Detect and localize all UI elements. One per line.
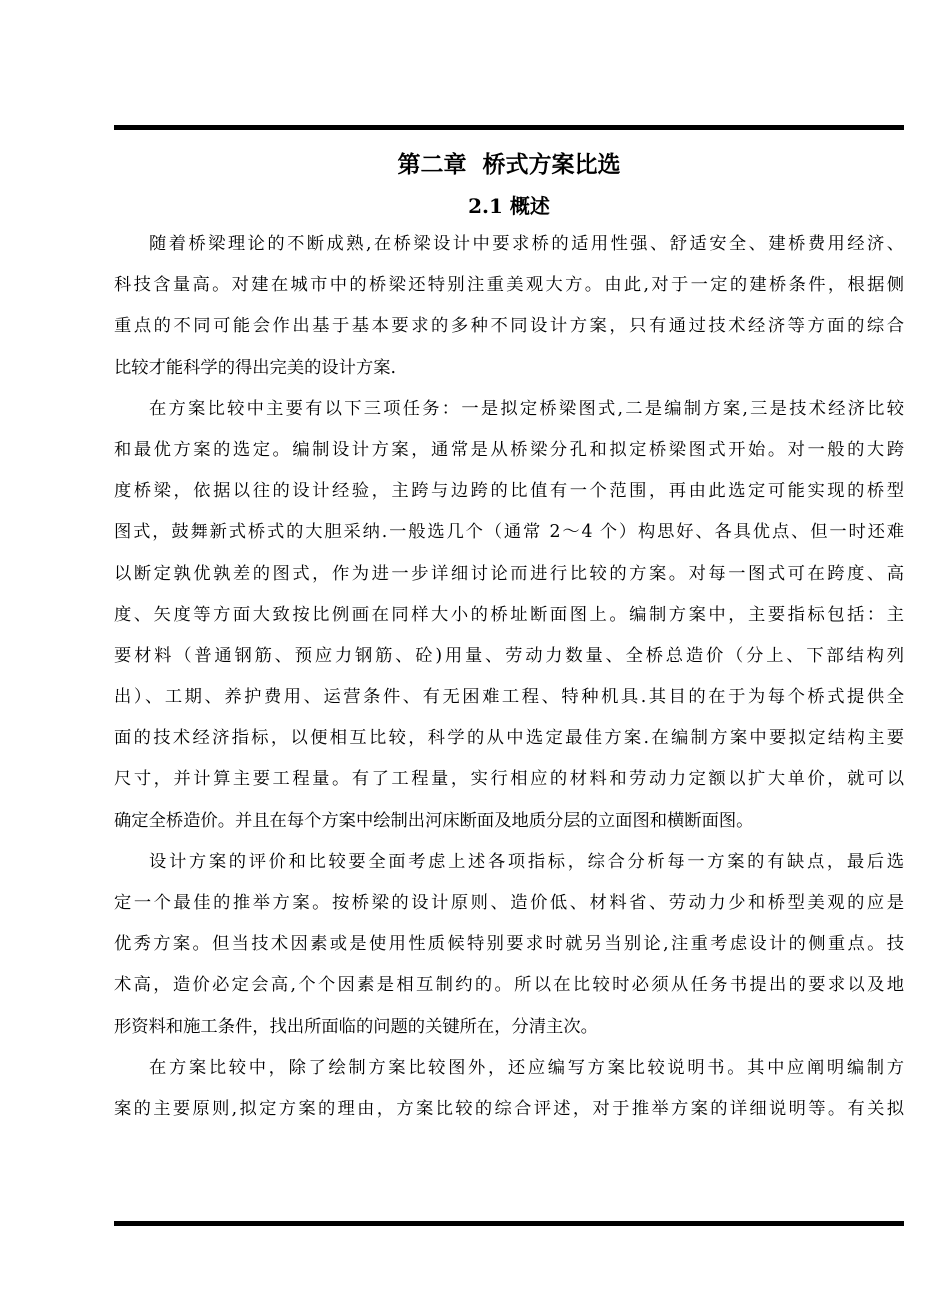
paragraph-3 — [114, 842, 904, 1048]
paragraph-line: 度、矢度等方面大致按比例画在同样大小的桥址断面图上。编制方案中，主要指标包括：主 — [114, 604, 904, 625]
paragraph-line: 和最优方案的选定。编制设计方案，通常是从桥梁分孔和拟定桥梁图式开始。对一般的大跨 — [114, 439, 904, 460]
paragraph-line: 在方案比较中主要有以下三项任务：一是拟定桥梁图式,二是编制方案,三是技术经济比较 — [149, 398, 904, 419]
paragraph-1 — [114, 224, 904, 389]
paragraph-line: 尺寸，并计算主要工程量。有了工程量，实行相应的材料和劳动力定额以扩大单价，就可以 — [114, 769, 904, 790]
paragraph-line: 定一个最佳的推举方案。按桥梁的设计原则、造价低、材料省、劳动力少和桥型美观的应是 — [114, 893, 904, 913]
paragraph-line: 比较才能科学的得出完美的设计方案. — [114, 357, 396, 378]
paragraph-line: 以断定孰优孰差的图式，作为进一步详细讨论而进行比较的方案。对每一图式可在跨度、高 — [114, 563, 904, 584]
paragraph-line: 要材料（普通钢筋、预应力钢筋、砼)用量、劳动力数量、全桥总造价（分上、下部结构列 — [114, 645, 904, 666]
paragraph-line: 重点的不同可能会作出基于基本要求的多种不同设计方案，只有通过技术经济等方面的综合 — [114, 316, 904, 337]
paragraph-line: 案的主要原则,拟定方案的理由，方案比较的综合评述，对于推举方案的详细说明等。有关拟 — [114, 1098, 904, 1119]
paragraph-4 — [114, 1048, 904, 1130]
paragraph-line: 确定全桥造价。并且在每个方案中绘制出河床断面及地质分层的立面图和横断面图。 — [114, 810, 754, 831]
paragraph-line: 随着桥梁理论的不断成熟,在桥梁设计中要求桥的适用性强、舒适安全、建桥费用经济、 — [149, 234, 904, 254]
paragraph-line: 图式，鼓舞新式桥式的大胆采纳.一般选几个（通常 2～4 个）构思好、各具优点、但一时还难 — [114, 522, 904, 543]
paragraph-line: 科技含量高。对建在城市中的桥梁还特别注重美观大方。由此,对于一定的建桥条件，根据侧 — [114, 275, 904, 296]
page-content — [114, 148, 904, 1130]
paragraph-line: 度桥梁，依据以往的设计经验，主跨与边跨的比值有一个范围，再由此选定可能实现的桥型 — [114, 481, 904, 502]
paragraph-2 — [114, 389, 904, 842]
paragraph-line: 在方案比较中，除了绘制方案比较图外，还应编写方案比较说明书。其中应阐明编制方 — [149, 1057, 904, 1078]
paragraph-line: 形资料和施工条件，找出所面临的问题的关键所在，分清主次。 — [114, 1016, 598, 1037]
paragraph-line: 面的技术经济指标，以便相互比较，科学的从中选定最佳方案.在编制方案中要拟定结构主要 — [114, 728, 904, 749]
paragraph-line: 术高，造价必定会高,个个因素是相互制约的。所以在比较时必须从任务书提出的要求以及地 — [114, 975, 904, 996]
paragraph-line: 优秀方案。但当技术因素或是使用性质候特别要求时就另当别论,注重考虑设计的侧重点。技 — [114, 934, 904, 955]
paragraph-line: 出）、工期、养护费用、运营条件、有无困难工程、特种机具.其目的在于为每个桥式提供全 — [114, 687, 904, 708]
section-title: 2.1 概述 — [468, 194, 550, 218]
paragraph-line: 设计方案的评价和比较要全面考虑上述各项指标，综合分析每一方案的有缺点，最后选 — [149, 851, 904, 872]
footer-rule — [114, 1221, 904, 1226]
chapter-title: 第二章 桥式方案比选 — [397, 151, 621, 178]
header-rule — [114, 125, 904, 130]
